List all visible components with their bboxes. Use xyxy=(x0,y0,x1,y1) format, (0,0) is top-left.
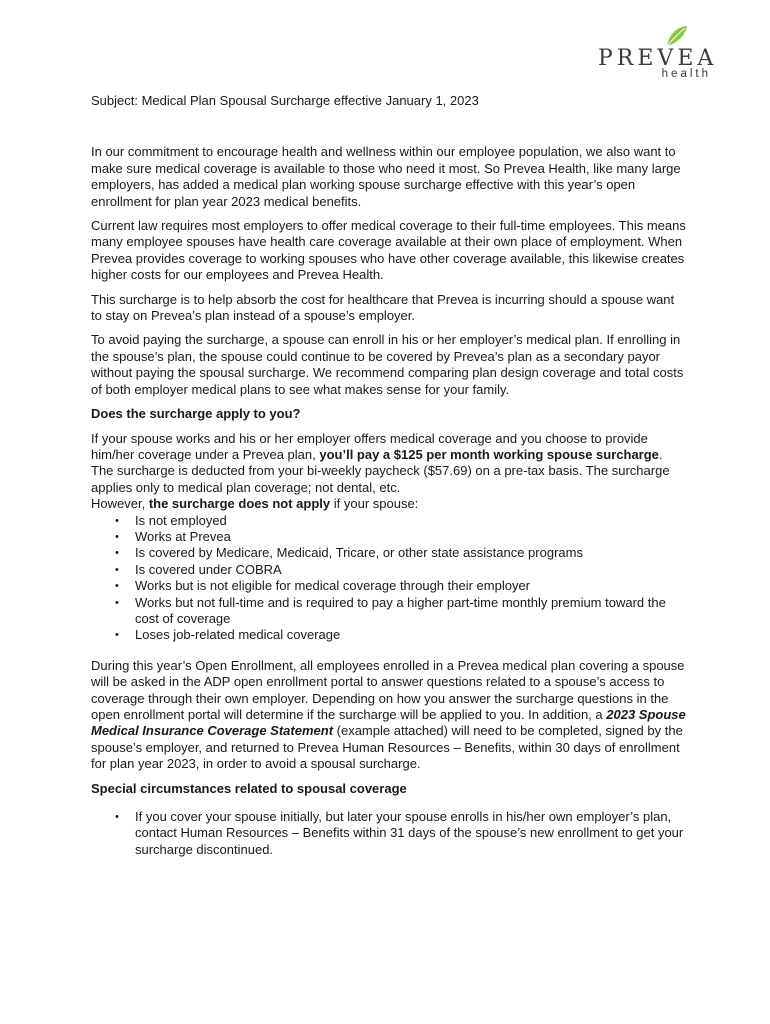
paragraph-avoid-surcharge: To avoid paying the surcharge, a spouse can enroll in his or her employer’s medical plan. If enrolling in the spouse’s plan, the spouse could continue to be covered by Prevea’s plan as a secondary payor without paying the spousal surcharge. We recommend comparing plan design coverage and total costs of both employer medical plans to see what makes sense for your family. xyxy=(91,332,684,397)
leaf-icon xyxy=(663,24,689,48)
list-item: • Is not employed xyxy=(135,513,686,529)
list-item: • Works but is not eligible for medical coverage through their employer xyxy=(135,578,686,594)
list-item: • If you cover your spouse initially, but later your spouse enrolls in his/her own employer’s plan, contact Human Resources – Benefits within 31 days of the spouse’s new enrollment to get your surcharge discontinued. xyxy=(135,809,686,858)
list-item: • Is covered under COBRA xyxy=(135,562,686,578)
surcharge-amount-emphasis: you’ll pay a $125 per month working spouse surcharge xyxy=(319,446,659,462)
logo-subtitle: health xyxy=(661,68,711,80)
heading-does-surcharge-apply: Does the surcharge apply to you? xyxy=(91,406,301,422)
exemption-list xyxy=(91,513,686,644)
subject-line: Subject: Medical Plan Spousal Surcharge effective January 1, 2023 xyxy=(91,93,479,108)
special-circumstances-list xyxy=(91,809,686,858)
list-item: • Loses job-related medical coverage xyxy=(135,627,686,643)
paragraph-exemptions-intro: However, the surcharge does not apply if your spouse: xyxy=(91,496,419,512)
coverage-statement-title: 2023 Spouse Medical Insurance Coverage Statement xyxy=(91,707,686,739)
paragraph-commitment: In our commitment to encourage health and wellness within our employee population, we also want to make sure medical coverage is available to those who need it most. So Prevea Health, like many large employers, has added a medical plan working spouse surcharge effective with this year’s open enrollment for plan year 2023 medical benefits. xyxy=(91,144,681,209)
does-not-apply-emphasis: the surcharge does not apply xyxy=(148,496,331,512)
letter-body xyxy=(91,93,686,858)
logo-wordmark: PREVEA xyxy=(598,46,718,71)
paragraph-surcharge-purpose: This surcharge is to help absorb the cost for healthcare that Prevea is incurring should a spouse want to stay on Prevea’s plan instead of a spouse’s employer. xyxy=(91,291,675,324)
heading-special-circumstances: Special circumstances related to spousal coverage xyxy=(91,780,407,796)
list-item: • Works at Prevea xyxy=(135,529,686,545)
list-item: • Is covered by Medicare, Medicaid, Tricare, or other state assistance programs xyxy=(135,545,686,561)
list-item: • Works but not full-time and is required to pay a higher part-time monthly premium toward the cost of coverage xyxy=(135,595,686,628)
paragraph-current-law: Current law requires most employers to offer medical coverage to their full-time employees. This means many employee spouses have health care coverage available at their own place of employment. When Prevea provides coverage to working spouses who have other coverage available, this likewise creates higher costs for our employees and Prevea Health. xyxy=(91,218,686,283)
paragraph-open-enrollment: During this year’s Open Enrollment, all employees enrolled in a Prevea medical plan covering a spouse will be asked in the ADP open enrollment portal to answer questions related to a spouse’s access to coverage through their own employer. Depending on how you answer the surcharge questions in the open enrollment portal will determine if the surcharge will be applied to you. In addition, a 2023 Spouse Medical Insurance Coverage Statement (example attached) will need to be completed, signed by the spouse’s employer, and returned to Prevea Human Resources – Benefits, within 30 days of enrollment for plan year 2023, in order to avoid a spousal surcharge. xyxy=(91,657,686,772)
paragraph-surcharge-amount: If your spouse works and his or her employer offers medical coverage and you choose to provide him/her coverage under a Prevea plan, you’ll pay a $125 per month working spouse surcharge. The surcharge is deducted from your bi-weekly paycheck ($57.69) on a pre-tax basis. The surcharge applies only to medical plan coverage; not dental, etc. xyxy=(91,430,670,495)
prevea-health-logo xyxy=(593,24,721,84)
